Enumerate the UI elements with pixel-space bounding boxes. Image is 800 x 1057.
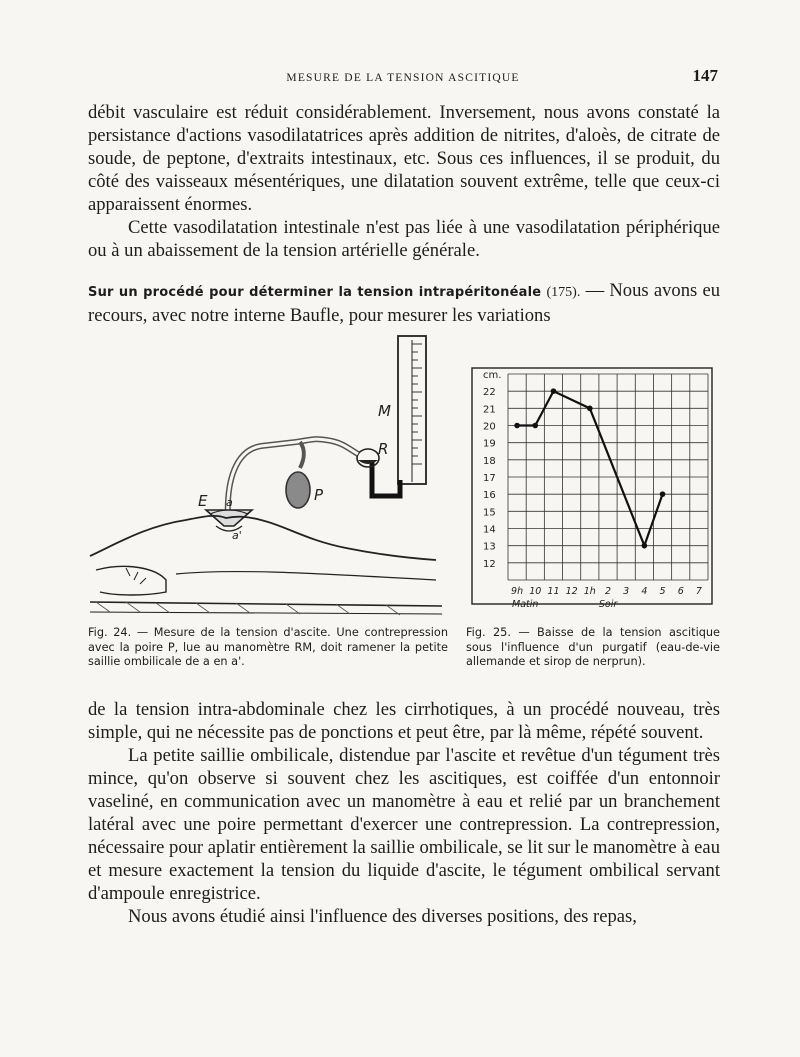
data-point	[551, 388, 557, 394]
label-point-a-prime: a'	[232, 529, 242, 542]
figure-24-caption: Fig. 24. — Mesure de la tension d'ascite. Une contrepression avec la poire P, lue au manomètre RM, doit ramener la petite saillie ombilicale de a en a'.	[88, 626, 448, 668]
u-tube	[372, 462, 400, 496]
x-group-label: Soir	[598, 599, 618, 610]
section-dash: —	[585, 280, 605, 301]
data-point	[514, 423, 520, 429]
x-tick-label: 2	[604, 586, 612, 597]
y-tick-label: 14	[483, 524, 496, 536]
section-title: Sur un procédé pour déterminer la tension intrapéritonéale	[88, 285, 542, 300]
x-tick-label: 5	[659, 586, 666, 597]
label-manometer: M	[378, 402, 391, 420]
running-title: MESURE DE LA TENSION ASCITIQUE	[286, 72, 520, 84]
apparatus-illustration	[86, 330, 446, 620]
y-tick-label: 18	[483, 455, 496, 467]
paragraph: de la tension intra-abdominale chez les cirrhotiques, à un procédé nouveau, très simple, qui ne nécessite pas de ponctions et peut être, par là même, répété souvent.	[88, 699, 720, 743]
figure-25-caption: Fig. 25. — Baisse de la tension ascitique sous l'influence d'un purgatif (eau-de-vie allemande et sirop de nerprun).	[466, 626, 720, 668]
data-point	[642, 543, 648, 549]
x-tick-label: 7	[695, 586, 702, 597]
y-tick-label: 13	[483, 541, 496, 553]
label-bulb: P	[314, 486, 324, 504]
section-reference: (175).	[546, 285, 581, 300]
patient-arm	[96, 566, 166, 595]
x-tick-label: 11	[547, 586, 560, 597]
patient-abdomen	[90, 516, 436, 560]
paragraph: La petite saillie ombilicale, distendue par l'ascite et revêtue d'un tégument très mince, qu'on observe si souvent chez les ascitiques, est coiffée d'un entonnoir vaseliné, en communication avec un manomètre à eau et relié par un branchement latéral avec une poire permettant d'exercer une contrepression. La contrepression, nécessaire pour aplatir entièrement la saillie ombilicale, se lit sur le manomètre à eau et mesure exactement la tension du liquide d'ascite, le tégument ombilical servant d'ampoule enregistrice.	[88, 745, 720, 904]
y-tick-label: 17	[483, 473, 496, 484]
page-number: 147	[692, 66, 718, 85]
reservoir-bulb	[357, 449, 379, 467]
bottom-text-block	[88, 698, 720, 928]
paragraph: Cette vasodilatation intestinale n'est pas liée à une vasodilatation périphérique ou à un abaissement de la tension artérielle générale.	[88, 217, 720, 261]
paragraph: débit vasculaire est réduit considérablement. Inversement, nous avons constaté la persistance d'actions vasodilatatrices après addition de nitrites, d'aloès, de citrate de soude, de peptone, d'extraits intestinaux, etc. Sous ces influences, il se produit, du côté des vaisseaux mésentériques, une dilatation souvent extrême, telle que ceux-ci apparaissent énormes.	[88, 102, 720, 215]
y-tick-label: 21	[483, 404, 496, 416]
x-tick-label: 1h	[583, 586, 596, 597]
label-point-a: a	[226, 496, 233, 509]
data-point	[660, 491, 666, 497]
x-tick-label: 9h	[511, 586, 524, 597]
y-tick-label: 12	[483, 558, 496, 570]
pressure-bulb	[286, 472, 310, 508]
x-tick-label: 4	[641, 586, 648, 597]
table-line	[90, 602, 442, 606]
x-tick-label: 6	[677, 586, 684, 597]
x-tick-label: 12	[565, 586, 578, 597]
series-line	[517, 391, 662, 546]
chart-x-ticks	[511, 586, 702, 610]
paragraph: Nous avons étudié ainsi l'influence des diverses positions, des repas,	[128, 906, 637, 927]
figure-24	[86, 330, 446, 620]
label-tube: R	[378, 440, 389, 458]
y-tick-label: 19	[483, 438, 496, 450]
x-tick-label: 3	[623, 586, 630, 597]
top-text-block	[88, 101, 720, 262]
x-group-label: Matin	[512, 599, 539, 610]
section-paragraph	[88, 279, 720, 327]
running-head	[88, 66, 718, 90]
x-tick-label: 10	[529, 586, 542, 597]
data-point	[532, 423, 538, 429]
chart-grid	[472, 368, 712, 604]
chart-y-ticks	[483, 387, 496, 570]
y-tick-label: 22	[483, 387, 496, 399]
data-point	[587, 406, 593, 412]
y-axis-label: cm.	[483, 370, 502, 381]
chart-series	[514, 388, 665, 548]
section-text: Nous avons eu recours, avec notre interne Baufle, pour mesurer les variations	[88, 280, 720, 326]
y-tick-label: 16	[483, 490, 496, 502]
y-tick-label: 20	[483, 421, 496, 433]
tension-chart	[466, 366, 718, 616]
label-funnel: E	[198, 492, 208, 510]
manometer-scale	[412, 344, 422, 464]
figure-25-chart	[466, 366, 718, 616]
y-tick-label: 15	[483, 507, 496, 519]
